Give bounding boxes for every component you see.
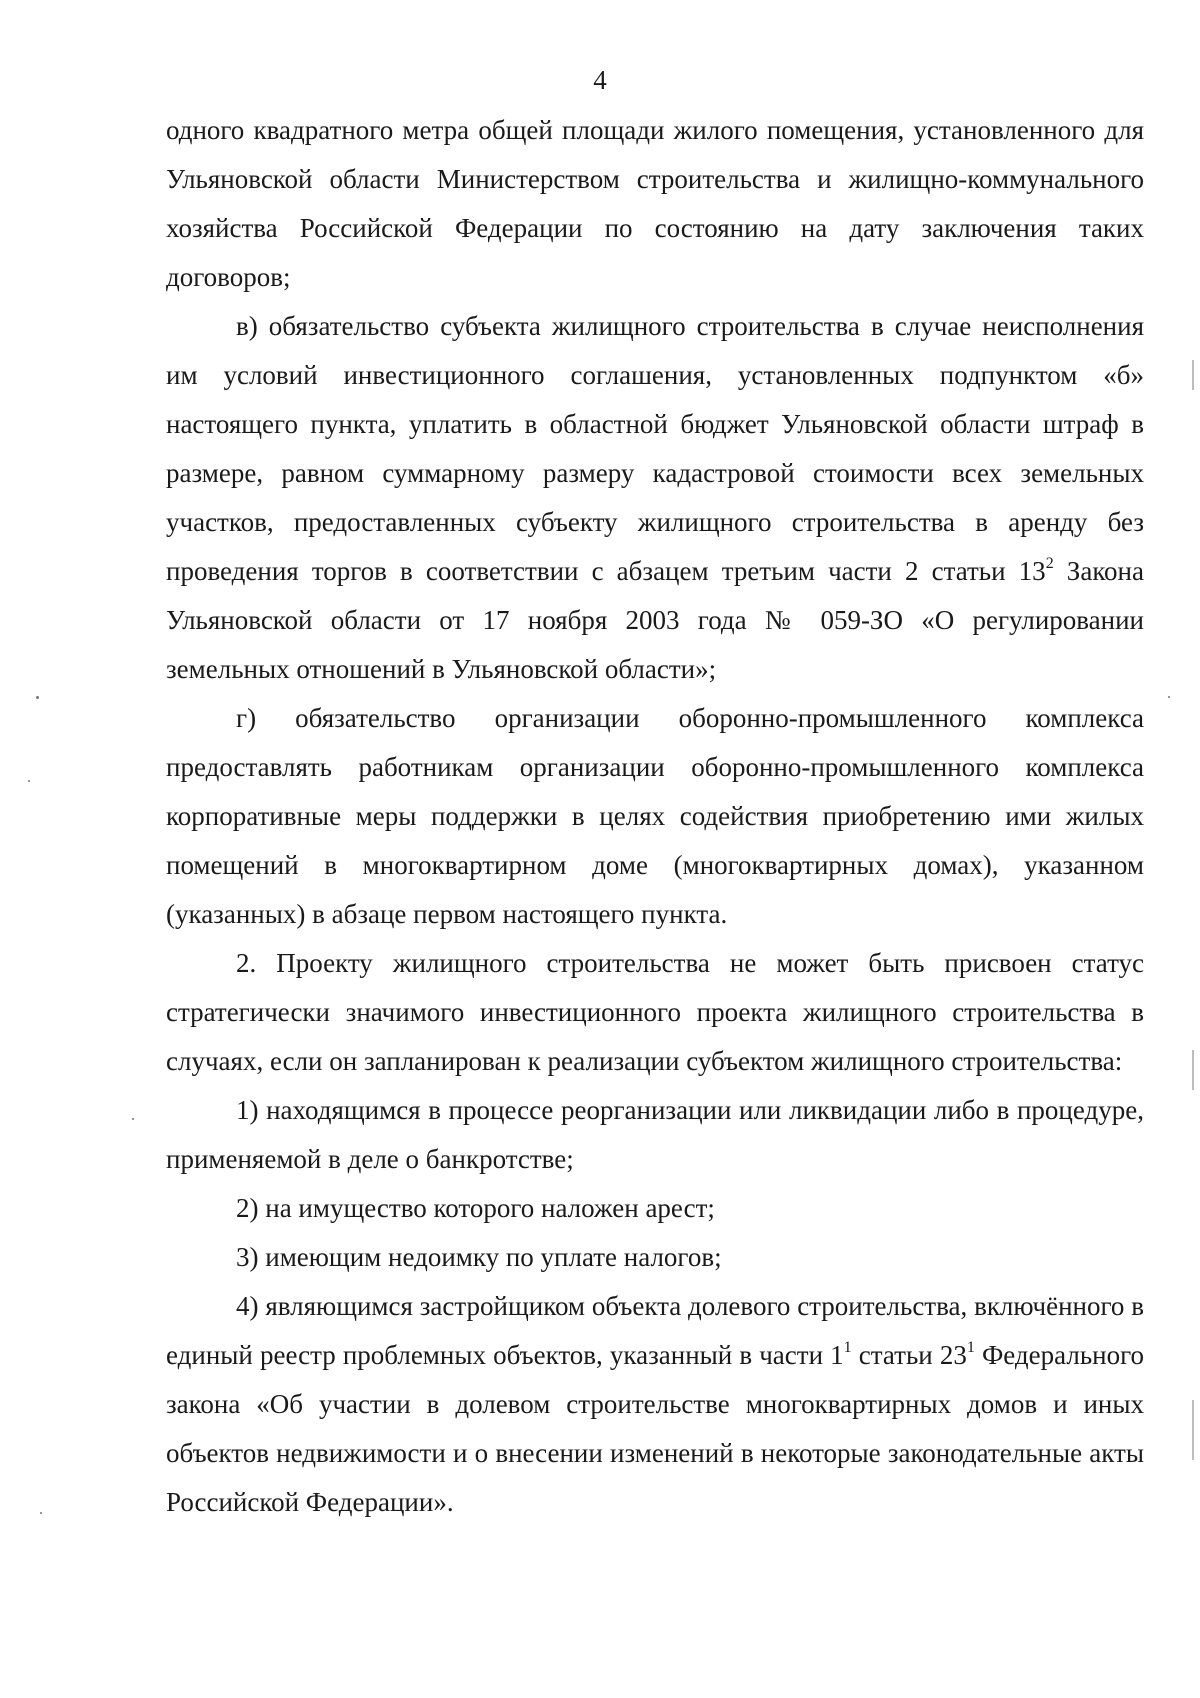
paragraph-subitem-3: [166, 1233, 1144, 1282]
paragraph-text-mid: статьи 23: [851, 1340, 967, 1370]
paragraph-text-tail: Закона Ульяновской области от 17 ноября 2003 года № 059-ЗО «О регулировании земельных отношений в Ульяновской области»;: [166, 556, 1144, 684]
scan-edge-mark: [1192, 360, 1194, 390]
paragraph-text: в) обязательство субъекта жилищного строительства в случае неисполнения им условий инвестиционного соглашения, установленных подпунктом «б» настоящего пункта, уплатить в областной бюджет Ульяновской области штраф в размере, равном суммарному размеру кадастровой стоимости всех земельных участков, предоставленных субъекту жилищного строительства в аренду без проведения торгов в соответствии с абзацем третьим части 2 статьи 13: [166, 311, 1144, 586]
superscript: 2: [1045, 555, 1054, 572]
paragraph-text: 2. Проекту жилищного строительства не может быть присвоен статус стратегически значимого инвестиционного проекта жилищного строительства в случаях, если он запланирован к реализации субъектом жилищного строительства:: [166, 948, 1144, 1076]
paragraph-point-2: [166, 939, 1144, 1086]
scan-speck: [36, 696, 39, 699]
paragraph-item-g: [166, 694, 1144, 939]
paragraph-text: одного квадратного метра общей площади жилого помещения, установленного для Ульяновской области Министерством строительства и жилищно-коммунального хозяйства Российской Федерации по состоянию на дату заключения таких договоров;: [166, 115, 1144, 292]
document-body: [166, 106, 1144, 1527]
scan-speck: [1168, 696, 1170, 698]
paragraph-text: 2) на имущество которого наложен арест;: [236, 1193, 715, 1223]
scan-edge-mark: [1192, 1050, 1194, 1090]
paragraph-item-v: [166, 302, 1144, 694]
scan-speck: [40, 1512, 42, 1514]
paragraph-subitem-4: [166, 1282, 1144, 1527]
superscript: 1: [843, 1339, 852, 1356]
scan-edge-mark: [1192, 1400, 1194, 1460]
paragraph-text-tail: Федерального закона «Об участии в долевом строительстве многоквартирных домов и иных объектов недвижимости и о внесении изменений в некоторые законодательные акты Российской Федерации».: [166, 1340, 1145, 1517]
paragraph-continuation: [166, 106, 1144, 302]
paragraph-text: 1) находящимся в процессе реорганизации или ликвидации либо в процедуре, применяемой в деле о банкротстве;: [166, 1095, 1144, 1174]
paragraph-subitem-1: [166, 1086, 1144, 1184]
paragraph-text: 3) имеющим недоимку по уплате налогов;: [236, 1242, 722, 1272]
scan-speck: [28, 780, 30, 782]
paragraph-subitem-2: [166, 1184, 1144, 1233]
paragraph-text: 4) являющимся застройщиком объекта долевого строительства, включённого в единый реестр проблемных объектов, указанный в части 1: [166, 1291, 1144, 1370]
page-number: 4: [593, 65, 607, 95]
superscript: 1: [966, 1339, 975, 1356]
scan-speck: [132, 1118, 134, 1120]
paragraph-text: г) обязательство организации оборонно-промышленного комплекса предоставлять работникам организации оборонно-промышленного комплекса корпоративные меры поддержки в целях содействия приобретению ими жилых помещений в многоквартирном доме (многоквартирных домах), указанном (указанных) в абзаце первом настоящего пункта.: [166, 703, 1144, 929]
